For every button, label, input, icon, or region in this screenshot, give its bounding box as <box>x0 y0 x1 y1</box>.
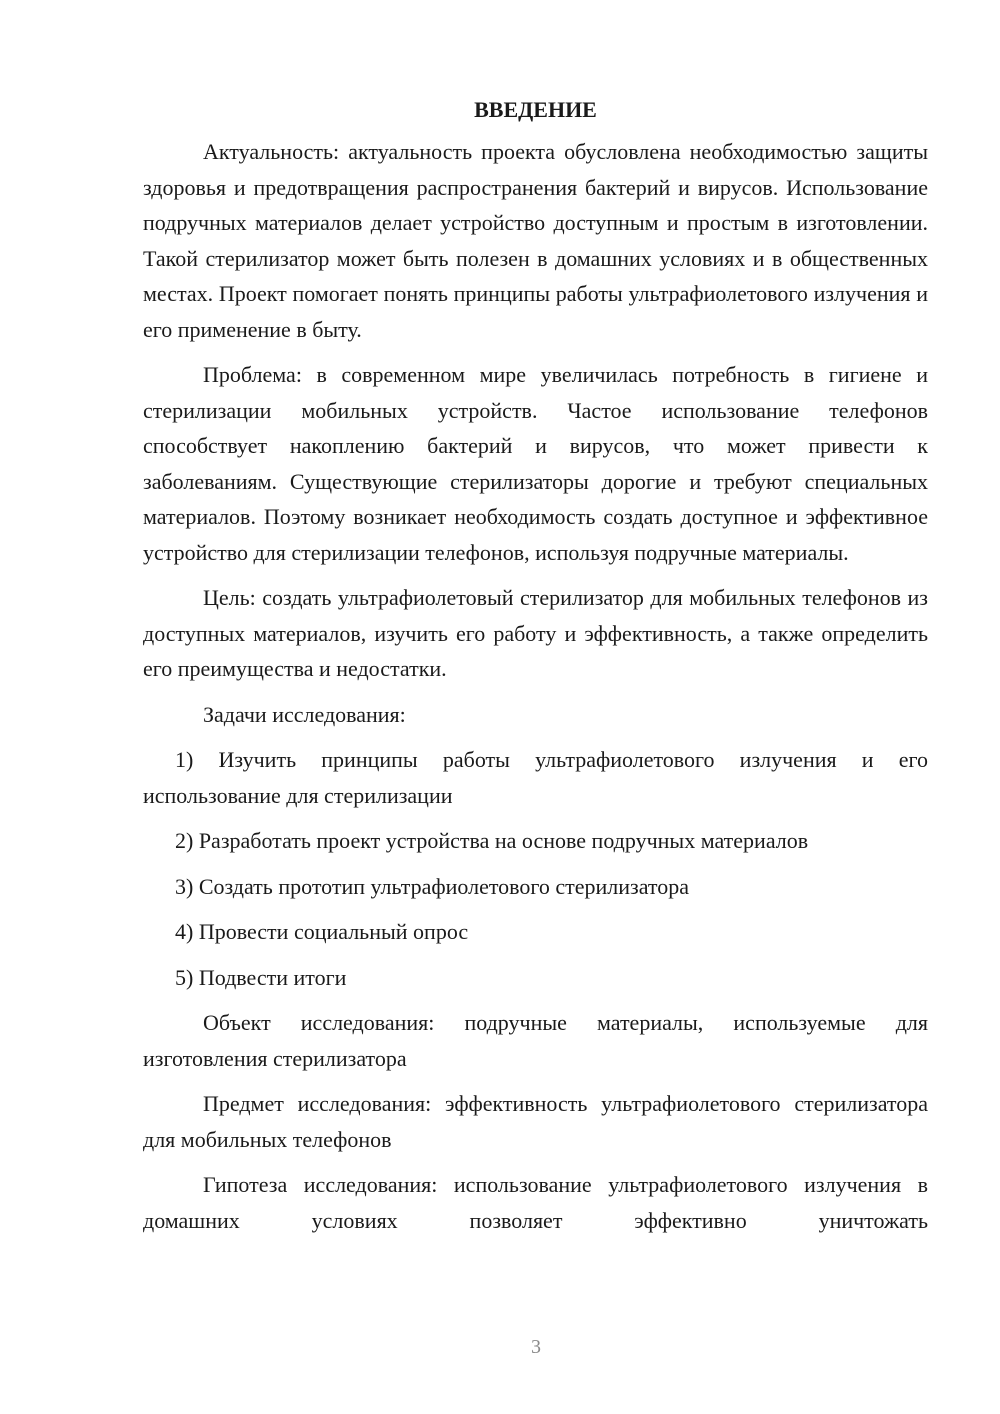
task-item-4: 4) Провести социальный опрос <box>175 919 469 944</box>
problem-paragraph: Проблема: в современном мире увеличилась потребность в гигиене и стерилизации мобильных устройств. Частое использование телефонов способствует накоплению бактерий и вирусов, что может привести к заболеваниям. Существующие стерилизаторы дорогие и требуют специальных материалов. Поэтому возникает необходимость создать доступное и эффективное устройство для стерилизации телефонов, используя подручные материалы. <box>143 362 928 565</box>
object-paragraph: Объект исследования: подручные материалы, используемые для изготовления стерилизатора <box>143 1010 928 1071</box>
hypothesis-paragraph: Гипотеза исследования: использование ультрафиолетового излучения в домашних условиях позволяет эффективно уничтожать <box>143 1172 928 1233</box>
task-item-2: 2) Разработать проект устройства на основе подручных материалов <box>175 828 809 853</box>
task-item-3: 3) Создать прототип ультрафиолетового стерилизатора <box>175 873 690 899</box>
page-number: 3 <box>531 1336 541 1358</box>
page-content <box>143 92 928 1248</box>
goal-paragraph: Цель: создать ультрафиолетовый стерилизатор для мобильных телефонов из доступных материалов, изучить его работу и эффективность, а также определить его преимущества и недостатки. <box>143 585 928 681</box>
subject-paragraph: Предмет исследования: эффективность ультрафиолетового стерилизатора для мобильных телефонов <box>143 1091 928 1152</box>
page-title: ВВЕДЕНИЕ <box>474 97 597 122</box>
task-item-1: 1) Изучить принципы работы ультрафиолетового излучения и его использование для стерилизации <box>143 747 928 808</box>
tasks-heading: Задачи исследования: <box>203 701 406 727</box>
relevance-paragraph: Актуальность: актуальность проекта обусловлена необходимостью защиты здоровья и предотвращения распространения бактерий и вирусов. Использование подручных материалов делает устройство доступным и простым в изготовлении. Такой стерилизатор может быть полезен в домашних условиях и в общественных местах. Проект помогает понять принципы работы ультрафиолетового излучения и его применение в быту. <box>143 139 928 342</box>
tasks-list <box>143 742 928 995</box>
task-item-5: 5) Подвести итоги <box>175 964 347 990</box>
